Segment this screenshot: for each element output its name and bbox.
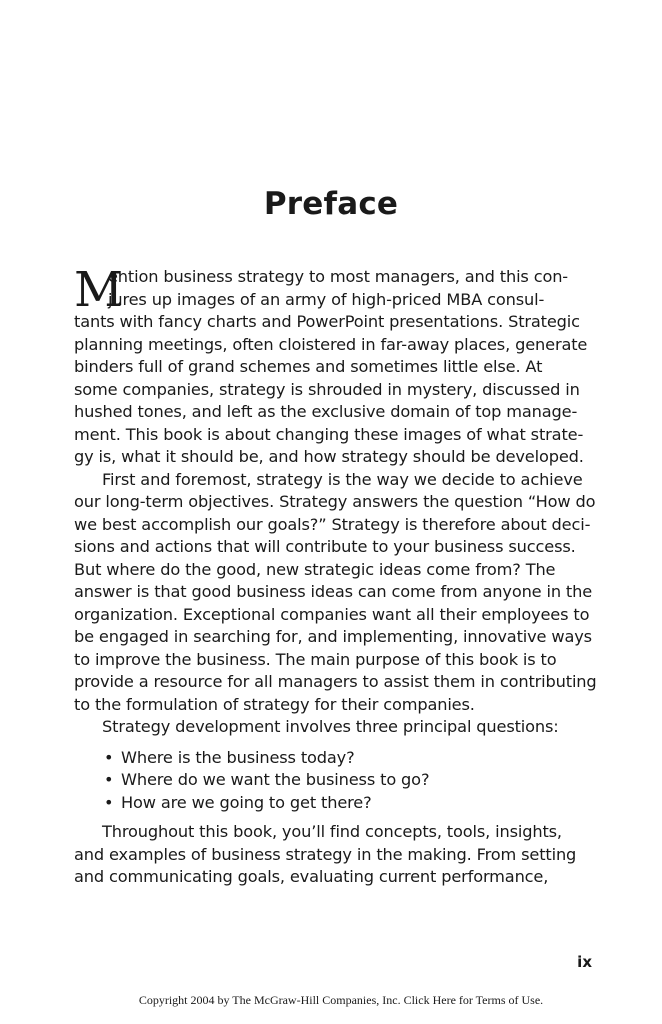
bullet-list xyxy=(74,747,594,815)
text-line: organization. Exceptional companies want all their employees to xyxy=(74,604,590,624)
text-line: gy is, what it should be, and how strategy should be developed. xyxy=(74,447,584,466)
text-line: and examples of business strategy in the making. From setting xyxy=(74,844,577,864)
bullet-icon: • xyxy=(104,747,114,767)
paragraph-1 xyxy=(74,262,594,469)
list-item xyxy=(74,747,594,770)
list-item xyxy=(74,792,594,815)
text-line: we best accomplish our goals?” Strategy is therefore about deci- xyxy=(74,514,591,534)
text-line: tants with fancy charts and PowerPoint presentations. Strategic xyxy=(74,312,580,331)
text-line: sions and actions that will contribute to your business success. xyxy=(74,537,576,556)
text-line: some companies, strategy is shrouded in mystery, discussed in xyxy=(74,379,580,399)
list-item-text: Where do we want the business to go? xyxy=(121,770,430,789)
text-line: our long-term objectives. Strategy answers the question “How do xyxy=(74,492,596,511)
text-line: planning meetings, often cloistered in far-away places, generate xyxy=(74,334,588,354)
text-line: Throughout this book, you’ll find concepts, tools, insights, xyxy=(102,822,562,841)
text-line: Strategy development involves three principal questions: xyxy=(102,717,559,736)
text-line: be engaged in searching for, and implementing, innovative ways xyxy=(74,627,592,646)
text-line: hushed tones, and left as the exclusive domain of top manage- xyxy=(74,402,578,421)
body-text xyxy=(74,262,597,889)
paragraph-4 xyxy=(74,821,594,889)
text-line: But where do the good, new strategic ideas come from? The xyxy=(74,559,556,579)
list-item-text: How are we going to get there? xyxy=(121,792,372,812)
bullet-icon: • xyxy=(104,770,114,789)
paragraph-2 xyxy=(74,469,597,717)
text-line: First and foremost, strategy is the way we decide to achieve xyxy=(102,469,583,489)
page-title: Preface xyxy=(263,186,399,222)
list-item xyxy=(74,769,594,792)
text-line: ment. This book is about changing these images of what strate- xyxy=(74,424,584,444)
text-line: to improve the business. The main purpose of this book is to xyxy=(74,649,557,669)
text-line: binders full of grand schemes and sometimes little else. At xyxy=(74,357,543,376)
list-item-text: Where is the business today? xyxy=(121,747,355,767)
text-line: answer is that good business ideas can come from anyone in the xyxy=(74,582,593,601)
copyright-notice[interactable]: Copyright 2004 by The McGraw-Hill Companies, Inc. Click Here for Terms of Use. xyxy=(138,993,544,1007)
text-line: ention business strategy to most managers, and this con- xyxy=(108,267,568,286)
drop-cap: M xyxy=(74,262,123,318)
text-line: jures up images of an army of high-priced MBA consul- xyxy=(108,289,545,309)
page-number: ix xyxy=(577,953,592,971)
paragraph-3 xyxy=(74,716,594,739)
text-line: to the formulation of strategy for their companies. xyxy=(74,694,475,714)
bullet-icon: • xyxy=(104,792,114,812)
text-line: provide a resource for all managers to assist them in contributing xyxy=(74,672,597,691)
text-line: and communicating goals, evaluating current performance, xyxy=(74,867,549,886)
